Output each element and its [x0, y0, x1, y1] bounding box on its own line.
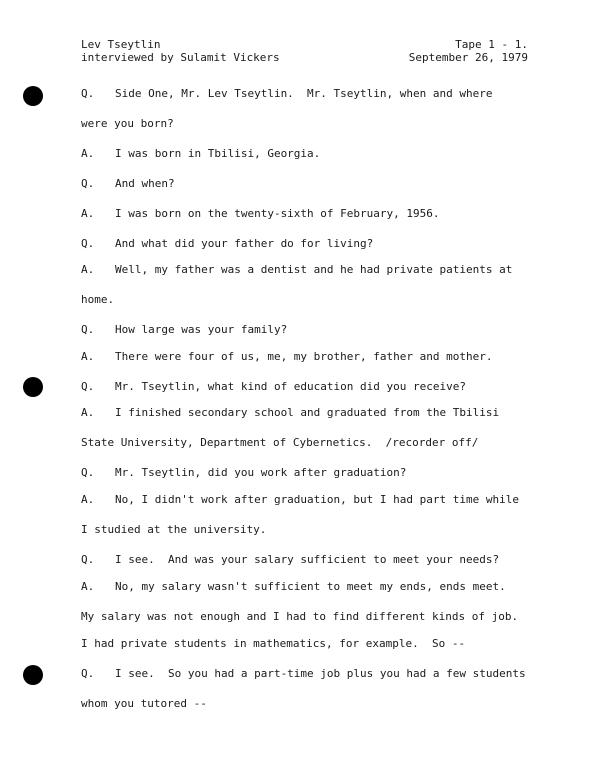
- line-text: No, I didn't work after graduation, but I had part time while: [115, 493, 519, 506]
- line-text: I see. So you had a part-time job plus you had a few students: [115, 667, 526, 680]
- line-text: There were four of us, me, my brother, father and mother.: [115, 350, 493, 363]
- line-text: I was born in Tbilisi, Georgia.: [115, 147, 321, 160]
- line-text: How large was your family?: [115, 323, 288, 336]
- line-text: whom you tutored --: [81, 697, 207, 710]
- line-text: Mr. Tseytlin, did you work after graduation?: [115, 466, 407, 479]
- transcript-line: [81, 553, 499, 567]
- line-text: I studied at the university.: [81, 523, 267, 536]
- line-text: Side One, Mr. Lev Tseytlin. Mr. Tseytlin, when and where: [115, 87, 493, 100]
- punch-hole: [23, 665, 43, 685]
- interviewer-line: interviewed by Sulamit Vickers: [81, 51, 280, 64]
- line-text: State University, Department of Cybernetics. /recorder off/: [81, 436, 479, 449]
- transcript-line: [81, 293, 114, 307]
- speaker-label: Q.: [81, 323, 95, 336]
- transcript-line: [81, 466, 406, 480]
- transcript-line: [81, 117, 174, 131]
- transcript-line: [81, 610, 518, 624]
- line-text: I finished secondary school and graduated from the Tbilisi: [115, 406, 500, 419]
- transcript-line: [81, 493, 519, 507]
- transcript-line: [81, 147, 320, 161]
- line-text: And what did your father do for living?: [115, 237, 374, 250]
- transcript-line: [81, 697, 207, 711]
- transcript-header: [81, 38, 528, 64]
- transcript-line: [81, 207, 440, 221]
- line-text: My salary was not enough and I had to find different kinds of job.: [81, 610, 519, 623]
- line-text: were you born?: [81, 117, 174, 130]
- transcript-line: [81, 580, 506, 594]
- line-text: And when?: [115, 177, 175, 190]
- transcript-line: [81, 237, 373, 251]
- interviewee-name: Lev Tseytlin: [81, 38, 161, 51]
- speaker-label: Q.: [81, 237, 95, 250]
- speaker-label: Q.: [81, 87, 95, 100]
- interview-date: September 26, 1979: [408, 51, 528, 64]
- transcript-line: [81, 177, 175, 191]
- speaker-label: A.: [81, 147, 95, 160]
- transcript-line: [81, 87, 493, 101]
- speaker-label: Q.: [81, 667, 95, 680]
- speaker-label: Q.: [81, 553, 95, 566]
- speaker-label: Q.: [81, 466, 95, 479]
- tape-number: Tape 1 - 1.: [455, 38, 528, 51]
- line-text: Well, my father was a dentist and he had private patients at: [115, 263, 513, 276]
- speaker-label: Q.: [81, 380, 95, 393]
- transcript-line: [81, 436, 478, 450]
- transcript-line: [81, 380, 466, 394]
- transcript-line: [81, 667, 526, 681]
- speaker-label: A.: [81, 350, 95, 363]
- transcript-line: [81, 523, 266, 537]
- speaker-label: A.: [81, 263, 95, 276]
- speaker-label: A.: [81, 406, 95, 419]
- line-text: I was born on the twenty-sixth of February, 1956.: [115, 207, 440, 220]
- punch-hole: [23, 86, 43, 106]
- transcript-line: [81, 406, 499, 420]
- line-text: home.: [81, 293, 115, 306]
- line-text: I see. And was your salary sufficient to meet your needs?: [115, 553, 500, 566]
- speaker-label: A.: [81, 580, 95, 593]
- transcript-line: [81, 637, 465, 651]
- speaker-label: A.: [81, 493, 95, 506]
- punch-hole: [23, 377, 43, 397]
- transcript-line: [81, 323, 287, 337]
- line-text: I had private students in mathematics, for example. So --: [81, 637, 466, 650]
- transcript-line: [81, 263, 512, 277]
- transcript-line: [81, 350, 493, 364]
- speaker-label: A.: [81, 207, 95, 220]
- line-text: Mr. Tseytlin, what kind of education did you receive?: [115, 380, 466, 393]
- speaker-label: Q.: [81, 177, 95, 190]
- line-text: No, my salary wasn't sufficient to meet my ends, ends meet.: [115, 580, 506, 593]
